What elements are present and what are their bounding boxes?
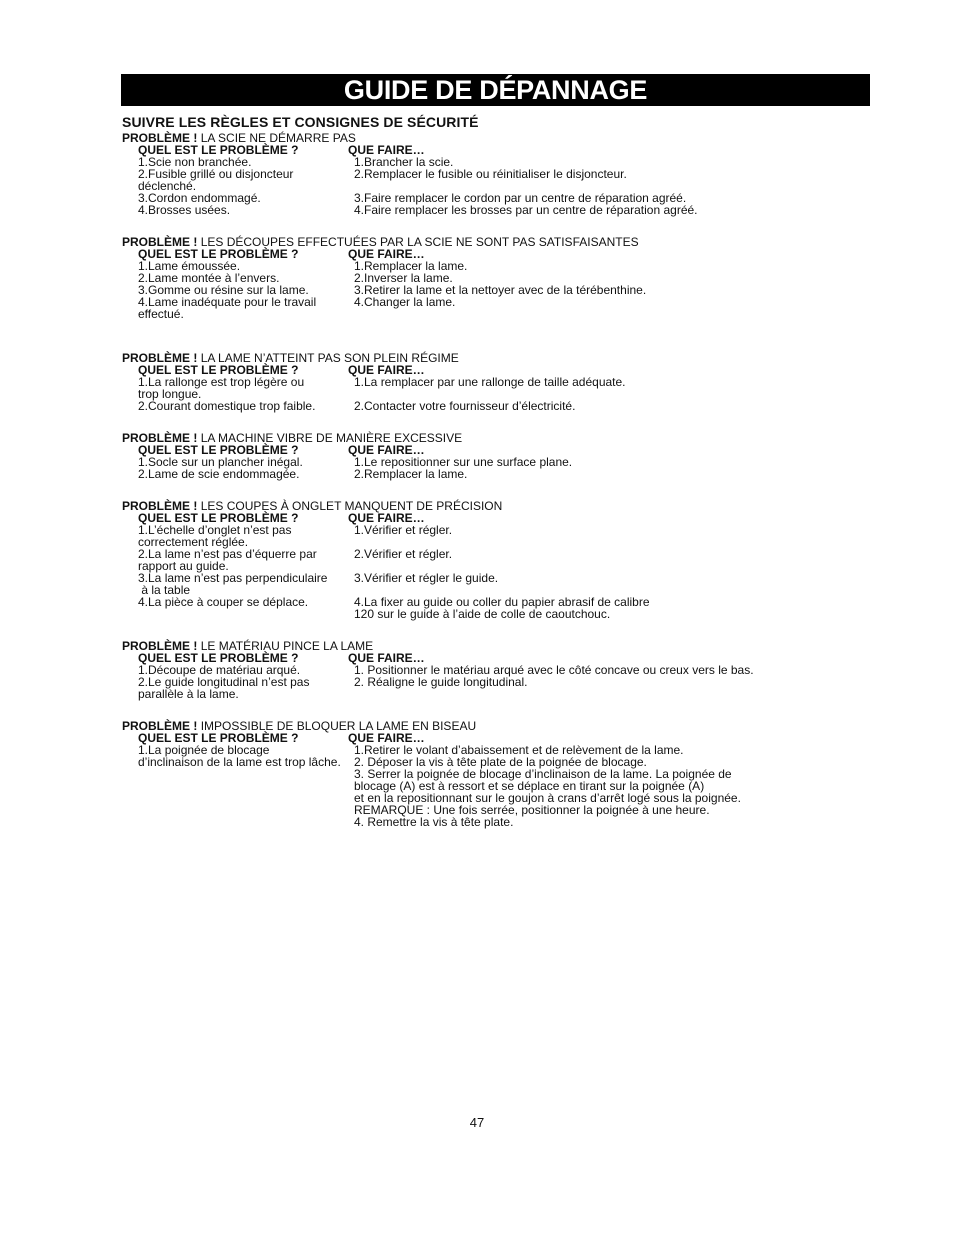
problem-title: IMPOSSIBLE DE BLOQUER LA LAME EN BISEAU xyxy=(200,719,477,733)
problem-label: PROBLÈME ! xyxy=(122,719,198,733)
problem-label: PROBLÈME ! xyxy=(122,235,198,249)
table-row xyxy=(122,676,842,700)
problem-solution: 3.Retirer la lame et la nettoyer avec de la térébenthine. xyxy=(354,283,647,297)
problem-cause: 1.L’échelle d’onglet n’est pas correctement réglée. xyxy=(138,523,292,549)
problem-solution: 4.Changer la lame. xyxy=(354,295,456,309)
column-header-solution: QUE FAIRE… xyxy=(348,143,425,157)
problem-section xyxy=(122,132,842,216)
problem-label: PROBLÈME ! xyxy=(122,431,198,445)
column-header-solution: QUE FAIRE… xyxy=(348,731,425,745)
problem-solution: 2. Réaligne le guide longitudinal. xyxy=(354,675,528,689)
column-header-problem: QUEL EST LE PROBLÈME ? xyxy=(138,651,299,665)
problem-solution: 1.Retirer le volant d’abaissement et de relèvement de la lame. 2. Déposer la vis à tête plate de la poignée de blocage. 3. Serrer la poignée de blocage d’inclinaison de la lame. La poignée de blocage (A) est à ressort et se déplace en tirant sur la poignée (A) et en la repositionnant sur le goujon à crans d’arrêt logé sous la poignée. REMARQUE : Une fois serrée, positionner la poignée à une heure. 4. Remettre la vis à tête plate. xyxy=(354,743,741,829)
problem-cause: 3.La lame n’est pas perpendiculaire à la table xyxy=(138,571,328,597)
problem-cause: 1.La rallonge est trop légère ou trop longue. xyxy=(138,375,305,401)
problem-label: PROBLÈME ! xyxy=(122,499,198,513)
problem-cause: 1.Scie non branchée. xyxy=(138,155,252,169)
problem-solution: 1. Positionner le matériau arqué avec le côté concave ou creux vers le bas. xyxy=(354,663,754,677)
problem-cause: 3.Gomme ou résine sur la lame. xyxy=(138,283,309,297)
problem-solution: 1.Le repositionner sur une surface plane. xyxy=(354,455,573,469)
column-header-problem: QUEL EST LE PROBLÈME ? xyxy=(138,443,299,457)
column-header-problem: QUEL EST LE PROBLÈME ? xyxy=(138,143,299,157)
table-row xyxy=(122,548,842,572)
problem-section xyxy=(122,352,842,412)
problem-solution: 4.Faire remplacer les brosses par un centre de réparation agréé. xyxy=(354,203,698,217)
problem-section xyxy=(122,236,842,320)
page-title: GUIDE DE DÉPANNAGE xyxy=(343,74,648,105)
problem-solution: 1.Brancher la scie. xyxy=(354,155,454,169)
table-row xyxy=(122,296,842,320)
column-header-solution: QUE FAIRE… xyxy=(348,443,425,457)
table-row xyxy=(122,468,842,480)
problem-label: PROBLÈME ! xyxy=(122,351,198,365)
column-header-problem: QUEL EST LE PROBLÈME ? xyxy=(138,247,299,261)
problem-solution: 3.Faire remplacer le cordon par un centre de réparation agréé. xyxy=(354,191,687,205)
table-row xyxy=(122,168,842,192)
problem-cause: 4.Brosses usées. xyxy=(138,203,231,217)
page-number: 47 xyxy=(469,1115,485,1130)
page-title-bar xyxy=(121,74,870,106)
problem-solution: 2.Remplacer la lame. xyxy=(354,467,468,481)
problem-cause: 1.La poignée de blocage d’inclinaison de la lame est trop lâche. xyxy=(138,743,341,769)
problem-title: LA SCIE NE DÉMARRE PAS xyxy=(200,131,356,145)
column-header-solution: QUE FAIRE… xyxy=(348,511,425,525)
column-header-problem: QUEL EST LE PROBLÈME ? xyxy=(138,363,299,377)
problem-solution: 1.La remplacer par une rallonge de taille adéquate. xyxy=(354,375,626,389)
problem-cause: 3.Cordon endommagé. xyxy=(138,191,261,205)
problem-cause: 1.Socle sur un plancher inégal. xyxy=(138,455,303,469)
column-header-solution: QUE FAIRE… xyxy=(348,363,425,377)
problem-section xyxy=(122,720,842,828)
problem-cause: 2.Le guide longitudinal n’est pas parallèle à la lame. xyxy=(138,675,310,701)
problem-solution: 2.Remplacer le fusible ou réinitialiser le disjoncteur. xyxy=(354,167,627,181)
problem-cause: 2.Lame de scie endommagée. xyxy=(138,467,300,481)
table-row xyxy=(122,596,842,620)
problem-cause: 4.Lame inadéquate pour le travail effectué. xyxy=(138,295,317,321)
column-header-solution: QUE FAIRE… xyxy=(348,247,425,261)
problem-title: LES COUPES À ONGLET MANQUENT DE PRÉCISION xyxy=(200,499,503,513)
problem-cause: 2.La lame n’est pas d’équerre par rapport au guide. xyxy=(138,547,317,573)
problem-cause: 4.La pièce à couper se déplace. xyxy=(138,595,309,609)
problem-title: LES DÉCOUPES EFFECTUÉES PAR LA SCIE NE SONT PAS SATISFAISANTES xyxy=(200,235,639,249)
problem-cause: 1.Découpe de matériau arqué. xyxy=(138,663,301,677)
table-row xyxy=(122,744,842,828)
problem-solution: 4.La fixer au guide ou coller du papier abrasif de calibre 120 sur le guide à l’aide de colle de caoutchouc. xyxy=(354,595,650,621)
problem-label: PROBLÈME ! xyxy=(122,639,198,653)
column-header-solution: QUE FAIRE… xyxy=(348,651,425,665)
problem-title: LE MATÉRIAU PINCE LA LAME xyxy=(200,639,374,653)
problem-cause: 2.Lame montée à l’envers. xyxy=(138,271,280,285)
problem-cause: 2.Courant domestique trop faible. xyxy=(138,399,316,413)
problem-cause: 1.Lame émoussée. xyxy=(138,259,241,273)
problem-solution: 2.Contacter votre fournisseur d’électricité. xyxy=(354,399,576,413)
problem-solution: 2.Inverser la lame. xyxy=(354,271,453,285)
column-header-problem: QUEL EST LE PROBLÈME ? xyxy=(138,731,299,745)
table-row xyxy=(122,524,842,548)
table-row xyxy=(122,572,842,596)
problem-section xyxy=(122,432,842,480)
problem-label: PROBLÈME ! xyxy=(122,131,198,145)
problem-solution: 1.Vérifier et régler. xyxy=(354,523,453,537)
troubleshooting-sections xyxy=(122,132,842,828)
problem-title: LA LAME N’ATTEINT PAS SON PLEIN RÉGIME xyxy=(200,351,459,365)
problem-section xyxy=(122,500,842,620)
problem-solution: 2.Vérifier et régler. xyxy=(354,547,453,561)
table-row xyxy=(122,400,842,412)
table-row xyxy=(122,376,842,400)
problem-cause: 2.Fusible grillé ou disjoncteur déclenché. xyxy=(138,167,297,193)
table-row xyxy=(122,204,842,216)
problem-section xyxy=(122,640,842,700)
problem-solution: 1.Remplacer la lame. xyxy=(354,259,468,273)
problem-title: LA MACHINE VIBRE DE MANIÈRE EXCESSIVE xyxy=(200,431,463,445)
safety-subtitle: SUIVRE LES RÈGLES ET CONSIGNES DE SÉCURITÉ xyxy=(122,114,479,130)
problem-solution: 3.Vérifier et régler le guide. xyxy=(354,571,499,585)
column-header-problem: QUEL EST LE PROBLÈME ? xyxy=(138,511,299,525)
